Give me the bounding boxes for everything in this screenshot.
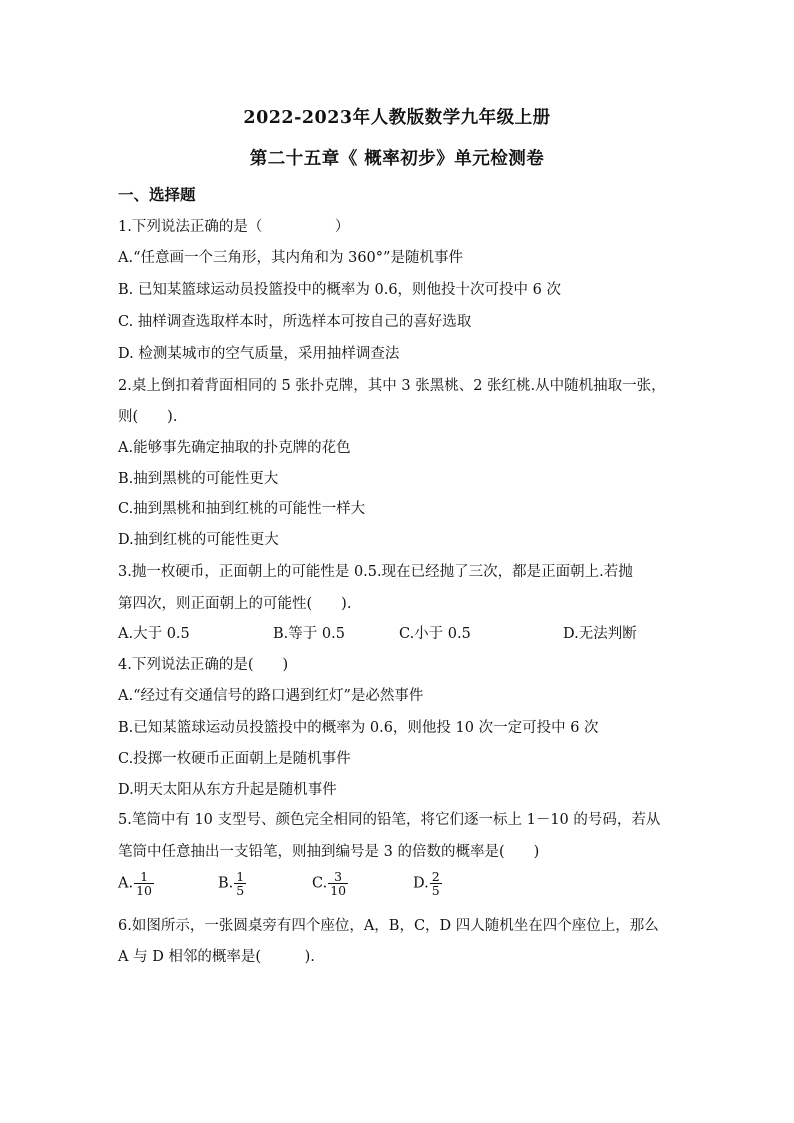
- q3-option-c: C.小于 0.5: [399, 626, 471, 642]
- q1-stem: 1.下列说法正确的是（ ）: [118, 219, 350, 235]
- q5-option-c: [312, 870, 348, 897]
- fraction-denominator: 5: [431, 883, 440, 899]
- q5-stem-line2: 笔筒中任意抽出一支铅笔，则抽到编号是 3 的倍数的概率是( ): [118, 844, 540, 860]
- fraction-denominator: 5: [236, 883, 245, 899]
- q5-option-d-fraction: [430, 870, 442, 897]
- q4-stem: 4.下列说法正确的是( ): [118, 657, 289, 673]
- q2-option-b: B.抽到黑桃的可能性更大: [118, 471, 279, 487]
- q5-option-d-label: D.: [413, 875, 429, 892]
- q2-option-d: D.抽到红桃的可能性更大: [118, 532, 279, 548]
- q3-options-row: [118, 622, 678, 642]
- q5-option-a-fraction: [134, 870, 154, 897]
- q5-option-d: [413, 870, 442, 897]
- q3-stem-line1: 3.抛一枚硬币，正面朝上的可能性是 0.5.现在已经抛了三次，都是正面朝上.若抛: [118, 564, 633, 580]
- q3-option-d: D.无法判断: [563, 626, 637, 642]
- fraction-numerator: 1: [140, 869, 149, 884]
- section-heading: 一、选择题: [118, 185, 196, 204]
- q4-option-c: C.投掷一枚硬币正面朝上是随机事件: [118, 751, 351, 767]
- fraction-numerator: 3: [334, 869, 343, 884]
- q5-option-c-label: C.: [312, 875, 328, 892]
- q5-stem-line1: 5.笔筒中有 10 支型号、颜色完全相同的铅笔，将它们逐一标上 1－10 的号码，若从: [118, 812, 661, 828]
- q1-option-a: A.“任意画一个三角形，其内角和为 360°”是随机事件: [118, 250, 463, 266]
- q1-option-b: B. 已知某篮球运动员投篮投中的概率为 0.6，则他投十次可投中 6 次: [118, 282, 561, 298]
- q5-option-b-label: B.: [218, 875, 234, 892]
- q4-option-b: B.已知某篮球运动员投篮投中的概率为 0.6，则他投 10 次一定可投中 6 次: [118, 720, 599, 736]
- q5-options-row: [118, 866, 518, 906]
- fraction-denominator: 10: [330, 883, 347, 899]
- q5-option-a-label: A.: [118, 875, 134, 892]
- q3-option-b: B.等于 0.5: [273, 626, 345, 642]
- q4-option-d: D.明天太阳从东方升起是随机事件: [118, 782, 337, 798]
- q3-stem-line2: 第四次，则正面朝上的可能性( ).: [118, 596, 352, 612]
- q2-stem-line2: 则( ).: [118, 409, 178, 425]
- fraction-denominator: 10: [136, 883, 152, 899]
- q2-stem-line1: 2.桌上倒扣着背面相同的 5 张扑克牌，其中 3 张黑桃、2 张红桃.从中随机抽取一张，: [118, 378, 666, 394]
- q6-stem-line1: 6.如图所示，一张圆桌旁有四个座位，A，B，C，D 四人随机坐在四个座位上，那么: [118, 918, 659, 934]
- q5-option-c-fraction: [328, 870, 348, 897]
- q5-option-b: [218, 870, 246, 897]
- q2-option-c: C.抽到黑桃和抽到红桃的可能性一样大: [118, 501, 366, 517]
- q1-option-c: C. 抽样调查选取样本时，所选样本可按自己的喜好选取: [118, 314, 472, 330]
- q1-option-d: D. 检测某城市的空气质量，采用抽样调查法: [118, 346, 400, 362]
- fraction-numerator: 2: [431, 869, 440, 884]
- q5-option-a: [118, 870, 154, 897]
- q6-stem-line2: A 与 D 相邻的概率是( ).: [118, 949, 315, 965]
- q3-option-a: A.大于 0.5: [118, 626, 190, 642]
- exam-title: 2022-2023年人教版数学九年级上册: [243, 108, 551, 128]
- fraction-numerator: 1: [236, 869, 245, 884]
- chapter-title: 第二十五章《 概率初步》单元检测卷: [249, 149, 545, 169]
- q4-option-a: A.“经过有交通信号的路口遇到红灯”是必然事件: [118, 688, 424, 704]
- q2-option-a: A.能够事先确定抽取的扑克牌的花色: [118, 440, 351, 456]
- q5-option-b-fraction: [234, 870, 246, 897]
